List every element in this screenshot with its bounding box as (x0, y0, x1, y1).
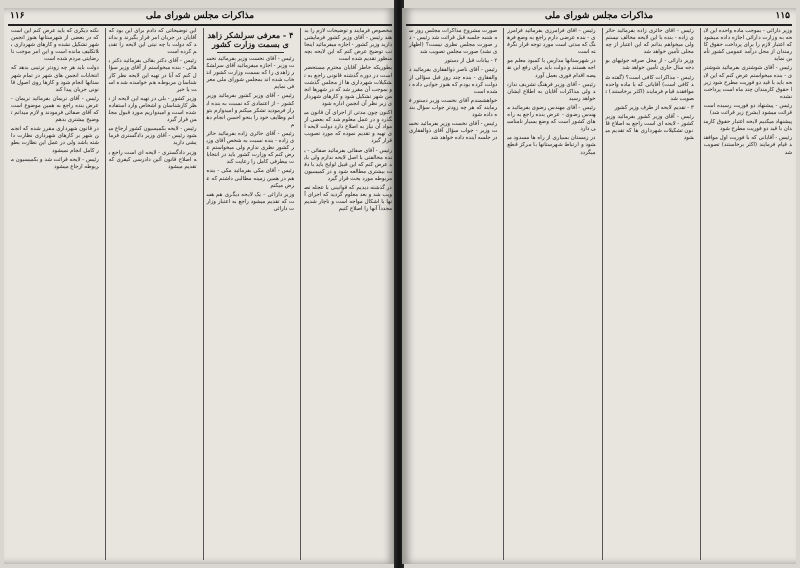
paragraph: رئیس - آقای مهندس رضوی بفرمائید مهندس رضوی - عرض بنده راجع به راه های کشور است که وضع بسیار نامناسبی دارد (507, 104, 596, 133)
text-column (8, 28, 99, 560)
paragraph: رئیس - پیشنهاد دو فوریت رسیده است قرائت میشود (بشرح زیر قرائت شد) (703, 102, 792, 117)
text-column (503, 28, 595, 560)
left-page-header (8, 10, 392, 26)
paragraph: رئیس - آقای فرامرزی بفرمائید فرامرزی - بنده عرضی دارم راجع به وضع فرهنگ که مدتی است مورد توجه قرار نگرفته است (507, 28, 596, 56)
paragraph: وزیر کشور - بلی در تهیه این لایحه از نظر کارشناسان و اشخاص وارد استفاده شده است و امیدواریم مورد قبول مجلس قرار گیرد (108, 95, 197, 124)
heading-rule (217, 52, 285, 53)
paragraph: رئیس - آقای نریمان بفرمائید نریمان - عرض بنده راجع به همین موضوع است که آقای صفائی فرمودند و لازم میدانم توضیح بیشتری بدهم (11, 95, 99, 124)
paragraph: ۲ - بیانات قبل از دستور (444, 58, 498, 65)
paragraph: مخصوص فرمایند و توضیحات لازم را بدهند رئیس - آقای وزیر کشور فرمایشی دارید وزیر کشور - اجازه میفرمائید اینجانب توضیح عرض کنم که این لایحه بچه منظور تقدیم شده است (304, 28, 392, 63)
text-column (602, 28, 694, 560)
paragraph: رئیس - آقای دکتر بقائی بفرمائید دکتر بقائی - بنده میخواستم از آقای وزیر سؤال کنم که آیا در تهیه این لایحه نظر کارشناسان مربوطه هم خواسته شده است یا خیر (108, 58, 197, 93)
paragraph: پیشنهاد میکنیم لایحه اعتبار حقوق کارمندان با قید دو فوریت مطرح شود (703, 119, 792, 133)
text-column (203, 28, 295, 560)
paragraph: رئیس - آقای حائری زاده بفرمائید حائری زاده - بنده نسبت به شخص آقای وزیر کشور نظری ندارم ولی میخواستم عرض کنم که وزارت کشور باید در انتخابات بیطرفی کامل را رعایت کند (206, 130, 295, 166)
paragraph: خواهشمندم آقای نخست وزیر دستور فرمایند که هر چه زودتر جواب سؤال بنده داده شود (409, 97, 498, 119)
paragraph: در گذشته دیدیم که قوانینی با عجله تصویب شد و بعد معلوم گردید که اجرای آنها با اشکال مواجه است و ناچار شدیم مجدداً آنها را اصلاح کنیم (304, 184, 392, 213)
right-page (402, 8, 796, 564)
text-column (300, 28, 392, 560)
paragraph: وزیر دادگستری - لایحه ای است راجع به اصلاح قانون آئین دادرسی کیفری که تقدیم میشود (108, 149, 197, 170)
paragraph: رئیس - آقای صفائی بفرمائید صفائی - بنده مخالفتی با اصل لایحه ندارم ولی باید عرض کنم که این قبیل لوایح باید با دقت بیشتری مطالعه شود و در کمیسیون مربوطه مورد بحث قرار گیرد (304, 147, 392, 182)
paragraph: رئیس - لایحه بکمیسیون کشور ارجاع میشود رئیس - آقای وزیر دادگستری فرمایشی دارید (108, 126, 197, 147)
paragraph: وزیر دارائی - یک لایحه دیگری هم هست که تقدیم میشود راجع به اعتبار وزارت دارائی (206, 191, 295, 212)
paragraph: رئیس - آقای شوشتری بفرمائید شوشتری - بنده میخواستم عرض کنم که این لایحه باید با قید دو فوریت مطرح شود زیرا حقوق کارمندان چند ماه است پرداخت نشده (703, 65, 792, 100)
paragraph: رئیس - آقای وزیر کشور بفرمائید وزیر کشور - لایحه ای است راجع به اصلاح قانون تشکیلات شهرداری ها که تقدیم میشود (605, 114, 694, 142)
text-column (105, 28, 197, 560)
paragraph: رئیس - آقای مکی بفرمائید مکی - بنده هم در همین زمینه مطالبی داشتم که عرض میکنم (206, 168, 295, 189)
paragraph: اکنون چون مدتی از اجرای آن قانون میگذرد و در عمل معلوم شد که بعضی از مواد آن نیاز به اصلاح دارد دولت لایحه ای تهیه و تقدیم نموده که مورد تصویب قرار گیرد (304, 110, 392, 145)
paragraph: ۳ - تقدیم لایحه از طرف وزیر کشور (614, 104, 694, 111)
section-heading: ۴ - معرفی سرلشکر زاهدی بسمت وزارت کشور (207, 30, 294, 49)
paragraph: این توضیحاتی که دادم برای این بود که آقایان در جریان امر قرار بگیرند و بدانند که دولت با چه نیتی این لایحه را تقدیم کرده است (108, 28, 197, 56)
left-page (4, 8, 396, 564)
paragraph: رئیس - لایحه قرائت شد و بکمیسیون مربوطه ارجاع میشود (11, 156, 99, 170)
left-page-columns (8, 28, 392, 560)
right-page-number: ۱۱۵ (775, 11, 790, 21)
paragraph: در زمستان بسیاری از راه ها مسدود میشود و ارتباط شهرستانها با مرکز قطع میگردد (507, 135, 596, 156)
paragraph: دولت باید هر چه زودتر ترتیبی بدهد که انتخابات انجمن های شهر در تمام شهرستانها انجام شود و کارها روی اصول قانونی جریان پیدا کند (11, 65, 99, 93)
left-page-title: مذاکرات مجلس شورای ملی (145, 11, 255, 21)
left-page-number: ۱۱۶ (10, 11, 25, 21)
paragraph: بطوریکه خاطر آقایان محترم مستحضر است در دوره گذشته قانونی راجع به تشکیلات شهرداری ها از مجلس گذشت و بموجب آن مقرر شد که در شهرها انجمن شهر تشکیل شود و کارهای شهرداری زیر نظر آن انجمن اداره شود (304, 65, 392, 107)
paragraph: در شهرستانها مدارس با کمبود معلم مواجه هستند و دولت باید برای رفع این نقیصه اقدام فوری بعمل آورد (507, 58, 596, 79)
paragraph: رئیس - مذاکرات کافی است؟ (گفته شد کافی است) آقایانی که با ماده واحده موافقند قیام فرمایند (اکثر برخاستند) تصویب شد (605, 74, 694, 102)
text-column (700, 28, 792, 560)
right-page-title: مذاکرات مجلس شورای ملی (544, 11, 654, 21)
paragraph: وزیر دارائی - از محل صرفه جوئیهای بودجه سال جاری تأمین خواهد شد (605, 58, 694, 72)
paragraph: وزیر دارائی - بموجب ماده واحده این لایحه به وزارت دارائی اجازه داده میشود که اعتبار لازم را برای پرداخت حقوق کارمندان از محل درآمد عمومی کشور تأمین نماید (703, 28, 792, 63)
paragraph: رئیس - آقای نخست وزیر بفرمائید نخست وزیر - جواب سؤال آقای ذوالفقاری در جلسه آینده داده خواهد شد (409, 121, 498, 142)
paragraph: رئیس - آقای وزیر کشور بفرمائید وزیر کشور - از اعتمادی که نسبت به بنده ابراز فرمودید تشکر میکنم و امیدوارم بتوانم وظایف خود را بنحو احسن انجام دهم (206, 93, 295, 128)
paragraph: رئیس - آقای حائری زاده بفرمائید حائری زاده - بنده با این لایحه مخالف نیستم ولی میخواهم بدانم که این اعتبار از چه محلی تأمین خواهد شد (605, 28, 694, 56)
text-column (406, 28, 497, 560)
right-page-header (406, 10, 792, 26)
paragraph: صورت مشروح مذاکرات مجلس روز سه شنبه جلسه قبل قرائت شد رئیس - در صورت مجلس نظری نیست؟ (اظهاری نشد) صورت مجلس تصویب شد (409, 28, 498, 56)
paragraph: رئیس - آقای ناصر ذوالفقاری بفرمائید ذوالفقاری - بنده چند روز قبل سؤالی از دولت کرده بودم که هنوز جوابی داده نشده است (409, 67, 498, 95)
paragraph: در قانون شهرداری مقرر شده که انجمن شهر بر کارهای شهرداری نظارت داشته باشد ولی در عمل این نظارت بطور کامل انجام نمیشود (11, 126, 99, 154)
paragraph: رئیس - آقایانی که با فوریت اول موافقند قیام فرمایند (اکثر برخاستند) تصویب شد (703, 135, 792, 156)
paragraph: نکته دیگری که باید عرض کنم این است که در بعضی از شهرستانها هنوز انجمن شهر تشکیل نشده و کارهای شهرداری بلاتکلیف مانده است و این امر موجب نارضایتی مردم شده است (11, 28, 99, 63)
paragraph: رئیس - آقای نخست وزیر بفرمائید نخست وزیر - اجازه میفرمائید آقای سرلشکر زاهدی را که بسمت وزارت کشور انتخاب شده اند بمجلس شورای ملی معرفی نمایم (206, 56, 295, 91)
right-page-columns (406, 28, 792, 560)
paragraph: رئیس - آقای وزیر فرهنگ تشریف ندارند ولی مذاکرات آقایان به اطلاع ایشان خواهد رسید (507, 81, 596, 102)
